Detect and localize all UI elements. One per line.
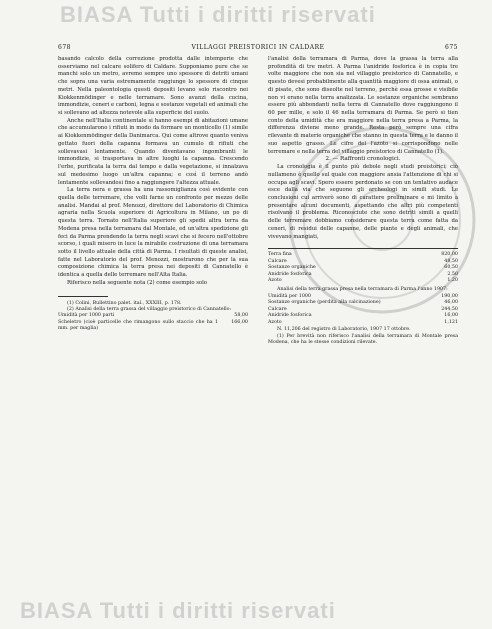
footnote-rule xyxy=(58,296,108,297)
footnote: (1) Per brevità non riferisco l'analisi della terramara di Montale presa Modena, che ha le stesse condizioni rilevate. xyxy=(268,333,458,346)
table-row: Azoto 1,20 xyxy=(268,278,458,284)
paragraph: Riferisco nella seguente nota (2) come esempio solo xyxy=(67,279,207,286)
paragraph: l'analisi della terramara di Parma, dove la grassa la terra alla profondità di tre metri. A Parma l'anidride fosforica è in copia tre volte maggiore che non sia nel villaggio preistorico di Cannatello, e questo devesi probabilmente alla quantità maggiore di ossa animali, o di pisate, che sono diseolte nel terreno, perchè essa grosse e visibile non vi erano nella terra analizzata. Le sostanze organiche sembrano essere più abbondanti nella terra di Cannatello dove raggiungono il 60 per mille, e solo il 46 nella terramara di Parma. Se però si tien conto della umidità che era maggiore nella terra presa a Parma, la differenza diviene meno grande. Resta però sempre una cifra rilevante di materie organiche che stanno in questa terra e le danno il suo aspetto grasso. Le cifre del l'azoto si corrispondono nelle terremare e nella terra del villaggio preistorico di Cannatello (1). xyxy=(268,56,458,155)
footnotes xyxy=(58,301,248,333)
paragraph: La terra nera e grassa ha una rassomiglianza così evidente con quella delle terremare, che volli farne un confronto per mezzo delle analisi. Mandai al prof. Menozzi, direttore del Laboratorio di Chimica agraria nella Scuola superiore di Agricoltura in Milano, un po di questa terra. Tornato nell'Italia superiore gli spedii altra terra da Modena presa nella terramara dal Montale, ed un'altra spedizione gli feci da Parma prendendo la terra negli scavi che si fecero nell'ottobre scorso, i quali misero in luce la mirabile costruzione di una terramara sotto il livello attuale della città di Parma. I risultati di queste analisi, fatte nel Laboratorio del prof. Menozzi, mostrarono che per la sua composizione chimica la terra presa nei depositi di Cannatello è identica a quella delle terremare nell'Alta Italia. xyxy=(58,187,248,279)
table-row: Anidride fosforica 2,50 xyxy=(268,271,458,277)
footnote: N. 11,206 del registro di Laboratorio, 1907 17 ottobre. xyxy=(277,327,411,333)
left-column xyxy=(58,56,248,333)
analysis-table xyxy=(268,248,458,346)
watermark-top: BIASA Tutti i diritti riservati xyxy=(60,2,376,27)
table-row: Sostanze organiche 60,50 xyxy=(268,265,458,271)
paragraph: La cronologia è il punto più debole negli studi preistorici; ciò nullameno è quello sul quale con maggiore ansia l'attenzione di chi si occupa agli scavi. Spero essere perdonato se con un tentativo audace esce dalla via che seguono gli archeologi in simili studi. Le conclusioni cui arriverò sono di carattere preliminare e mi limito a presentare alcuni documenti, aspettando che altri più competenti risolvano il problema. Riconosciute che sono detriti simili a quelli delle terremare dobbiamo considerare questa terra come fatta da ceneri, di residui delle capanne, delle piante e degli animali, che vivevano mangiati, xyxy=(268,164,458,240)
section-title: 2. — Raffronti cronologici. xyxy=(325,156,401,163)
footnote: (2) Analisi della terra grassa del villaggio preistorico di Cannatello: xyxy=(67,306,232,312)
paragraph: Anche nell'Italia continentale si hanno esempi di abitazioni umane che accumularono i rifiuti in modo da formare un monticello (1) simile ai Kiokkenmödinger della Danimarca. Qui come altrove quanto veniva gettato fuori della capanna formava un cumulo di rifiuti che sollevavasi lentamente. Quando diventavano ingombranti le immondizie, si trasportava in altre luoghi la capanna. Crescendo l'erbe, purificata la terra dal tempo e dalla vegetazione, si innalzava sul medesimo luogo un'altra capanna; e così il terreno andò lentamente sollevandosi fino a raggiungere l'altezza attuale. xyxy=(58,117,248,186)
page-number-right: 675 xyxy=(445,44,458,51)
table-row: Umidità per 1000 parti 58,00 xyxy=(58,313,248,319)
table-row: Anidride fosforica 16,00 xyxy=(268,313,458,319)
running-title: VILLAGGI PREISTORICI IN CALDARE xyxy=(191,44,325,51)
table-row: Scheletro (cioè particelle che rimangono sullo staccio che ha 1 mm. per maglia) 166,00 xyxy=(58,319,248,332)
table-row: Calcare 48,50 xyxy=(268,258,458,264)
right-column xyxy=(268,56,458,347)
table-row: Sostanze organiche (perdita alla calcinazione) 46,00 xyxy=(268,300,458,306)
paragraph: basando calcolo della correzione prodotta dalle intemperie che osserviamo nel calcare solifero di Caldare. Supponiamo pure che se manchi solo un metro, avremo sempre uno spessore di detriti umani che sopra una varia estremamente raggiunge lo spessore di cinque metri. Nella paleontologia questi depositi levano solo riscontro nei Kiokkenmödinger e nelle terramare. Sono avanzi della cucina, immondizie, ceneri e carboni, legna e sostanze vegetali ed animali che si sollevano ad altezza notevole alla superficie del suolo. xyxy=(58,56,248,117)
table-title: Analisi della terra grassa presa nella terramara di Parma l'anno 1907: xyxy=(277,286,448,292)
table-row: Azoto 1,121 xyxy=(268,319,458,325)
table-row: Calcare 244,50 xyxy=(268,306,458,312)
page-number-left: 678 xyxy=(58,44,71,51)
footnote: (1) Colini, Bullettino palet. ital., XXXIII, p. 178. xyxy=(67,300,182,306)
watermark-bottom: BIASA Tutti i diritti riservati xyxy=(20,598,336,623)
table-row: Umidità per 1000 190,00 xyxy=(268,293,458,299)
table-row: Terra fina 820,00 xyxy=(268,252,458,258)
table-rule xyxy=(268,248,458,249)
